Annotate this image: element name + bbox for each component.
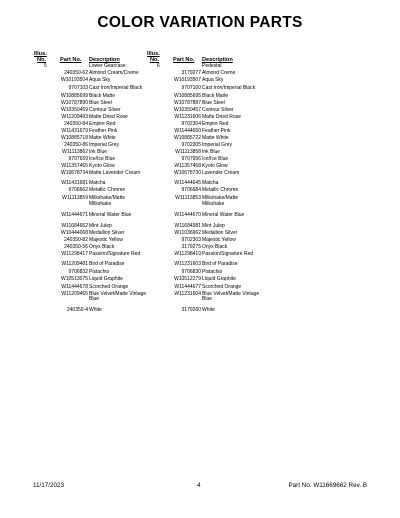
part-no-header: Part No. bbox=[173, 57, 195, 63]
part-description: Mineral Water Blue bbox=[202, 211, 245, 218]
part-number: W11113853 bbox=[175, 195, 201, 202]
part-number: 240350-4 bbox=[66, 306, 88, 313]
part-number: W11431679 bbox=[61, 128, 88, 135]
parts-row bbox=[147, 171, 267, 176]
parts-list bbox=[34, 64, 154, 313]
parts-row bbox=[147, 122, 267, 127]
parts-row bbox=[34, 213, 154, 218]
part-number: W11209493 bbox=[61, 114, 88, 121]
parts-row bbox=[147, 292, 267, 303]
part-description: Aqua Sky bbox=[202, 77, 224, 84]
part-description: Mint Julep bbox=[202, 222, 225, 229]
parts-row bbox=[34, 164, 154, 169]
part-description: Metallic Chrome bbox=[202, 187, 239, 194]
part-description: Matte Lavender Cream bbox=[89, 170, 141, 177]
part-number: 240350-56 bbox=[64, 243, 88, 250]
parts-row bbox=[34, 188, 154, 193]
part-description: Liquid Graphite bbox=[89, 276, 123, 283]
part-description: Ink Blue bbox=[202, 149, 221, 156]
part-description: Kyoto Glow bbox=[202, 163, 228, 170]
part-description: Passion/Signature Red bbox=[202, 250, 254, 257]
part-description: Blue Steel bbox=[89, 100, 112, 107]
part-description: Ice/Ice Blue bbox=[89, 156, 116, 163]
part-number: 3179275 bbox=[181, 243, 201, 250]
part-description: Black Matte bbox=[202, 93, 229, 100]
parts-row bbox=[147, 270, 267, 275]
parts-row bbox=[147, 252, 267, 257]
part-number: 9707100 bbox=[181, 84, 201, 91]
part-description: Blue Steel bbox=[202, 100, 225, 107]
part-description: Matte White bbox=[89, 135, 116, 142]
parts-row bbox=[147, 188, 267, 193]
parts-row bbox=[147, 308, 267, 313]
parts-row bbox=[147, 224, 267, 229]
parts-row bbox=[147, 150, 267, 155]
part-number: 9702305 bbox=[181, 142, 201, 149]
part-number: W11113862 bbox=[62, 149, 88, 156]
part-number: W11431681 bbox=[61, 179, 88, 186]
part-number: 240350-82 bbox=[64, 236, 88, 243]
parts-row bbox=[34, 231, 154, 236]
part-description: White bbox=[202, 306, 215, 313]
parts-row bbox=[147, 101, 267, 106]
part-description: Imperial Grey bbox=[89, 142, 120, 149]
part-description: Liquid Graphite bbox=[202, 276, 236, 283]
parts-row bbox=[34, 285, 154, 290]
part-description: Blue Velvet/Matte Vintage Blue bbox=[89, 291, 147, 303]
parts-row bbox=[34, 150, 154, 155]
part-description: Pistachio bbox=[89, 268, 110, 275]
parts-row bbox=[147, 262, 267, 267]
part-number: W11298417 bbox=[61, 250, 88, 257]
part-description: Lavender Cream bbox=[202, 170, 240, 177]
parts-row bbox=[34, 171, 154, 176]
part-number: 9706830 bbox=[181, 268, 201, 275]
part-description: Matte Dried Rose bbox=[202, 114, 241, 121]
part-description: White bbox=[89, 306, 102, 313]
parts-row bbox=[147, 196, 267, 207]
part-number: W10444068 bbox=[61, 229, 88, 236]
part-number: 9702304 bbox=[181, 121, 201, 128]
illus-header: Illus. bbox=[147, 51, 160, 57]
part-description: Pistachio bbox=[202, 268, 223, 275]
page-number: 4 bbox=[197, 482, 201, 489]
parts-list bbox=[147, 64, 267, 313]
part-number: W10193504 bbox=[61, 77, 88, 84]
parts-row bbox=[147, 213, 267, 218]
part-description: Pedestal bbox=[202, 63, 222, 69]
part-description: Empire Red bbox=[202, 121, 229, 128]
parts-row bbox=[34, 277, 154, 282]
parts-row bbox=[147, 71, 267, 76]
parts-row bbox=[147, 94, 267, 99]
parts-row bbox=[147, 285, 267, 290]
part-number: W11298419 bbox=[174, 250, 201, 257]
parts-row bbox=[34, 245, 154, 250]
parts-row bbox=[34, 122, 154, 127]
part-description: Medallion Silver bbox=[202, 229, 238, 236]
parts-row bbox=[147, 231, 267, 236]
parts-row bbox=[34, 143, 154, 148]
part-description: Lower Gearcase bbox=[89, 63, 126, 69]
footer-part-number: Part No. W11669662 Rev. B bbox=[288, 482, 367, 489]
part-number: 3179260 bbox=[181, 306, 201, 313]
part-number: W11231603 bbox=[174, 261, 201, 268]
part-number: W10350457 bbox=[174, 107, 201, 114]
part-number: W11444671 bbox=[61, 211, 88, 218]
part-description: Scorched Orange bbox=[89, 283, 129, 290]
part-description: Cast Iron/Imperial Black bbox=[89, 84, 143, 91]
parts-row bbox=[147, 64, 267, 69]
part-description: Mint Julep bbox=[89, 222, 112, 229]
page-title: COLOR VARIATION PARTS bbox=[97, 14, 303, 31]
part-number: W10787890 bbox=[61, 100, 88, 107]
column-header bbox=[147, 47, 267, 64]
parts-row bbox=[147, 181, 267, 186]
parts-row bbox=[34, 101, 154, 106]
parts-row bbox=[34, 157, 154, 162]
part-number: 9707103 bbox=[68, 84, 88, 91]
part-description: Medallion Silver bbox=[89, 229, 125, 236]
part-description: Matte White bbox=[202, 135, 229, 142]
part-number: W11444678 bbox=[61, 283, 88, 290]
illus-number: 6 bbox=[157, 63, 160, 69]
parts-row bbox=[34, 78, 154, 83]
part-number: 9707656 bbox=[181, 156, 201, 163]
parts-row bbox=[34, 224, 154, 229]
parts-row bbox=[34, 115, 154, 120]
parts-row bbox=[34, 129, 154, 134]
illus-no-header: No. bbox=[150, 57, 160, 63]
part-number: W11357465 bbox=[61, 163, 88, 170]
part-number: W10787887 bbox=[174, 100, 201, 107]
part-number: W10885695 bbox=[174, 93, 201, 100]
description-header: Description bbox=[202, 57, 233, 63]
illus-number: 5 bbox=[44, 63, 47, 69]
parts-row bbox=[147, 115, 267, 120]
parts-row bbox=[34, 308, 154, 313]
part-description: Matcha bbox=[202, 179, 219, 186]
part-number: W11444645 bbox=[174, 179, 201, 186]
part-number: 9706662 bbox=[68, 187, 88, 194]
parts-row bbox=[34, 136, 154, 141]
part-number: W11684981 bbox=[174, 222, 201, 229]
part-description: Matte Dried Rose bbox=[89, 114, 128, 121]
part-description: Feather Pink bbox=[202, 128, 231, 135]
part-description: Blue Velvet/Matte Vintage Blue bbox=[202, 291, 260, 303]
parts-row bbox=[34, 270, 154, 275]
part-number: 9706684 bbox=[181, 187, 201, 194]
part-number: W11209481 bbox=[61, 261, 88, 268]
part-number: W11036962 bbox=[174, 229, 201, 236]
parts-row bbox=[147, 245, 267, 250]
parts-row bbox=[34, 94, 154, 99]
part-number: W11231606 bbox=[174, 114, 201, 121]
part-description: Black Matte bbox=[89, 93, 116, 100]
parts-column-right bbox=[147, 47, 267, 315]
part-description: Ice/Ice Blue bbox=[202, 156, 229, 163]
part-number: W11444677 bbox=[174, 283, 201, 290]
parts-row bbox=[34, 196, 154, 207]
part-description: Imperial Grey bbox=[202, 142, 233, 149]
part-description: Majestic Yellow bbox=[89, 236, 123, 243]
part-number: 240350-84 bbox=[64, 121, 88, 128]
part-description: Metallic Chrome bbox=[89, 187, 126, 194]
parts-row bbox=[147, 157, 267, 162]
parts-row bbox=[34, 252, 154, 257]
part-number: 9706832 bbox=[68, 268, 88, 275]
part-description: Contour Silver bbox=[202, 107, 234, 114]
parts-row bbox=[147, 136, 267, 141]
part-number: W10513075 bbox=[61, 276, 88, 283]
part-number: W11231604 bbox=[174, 291, 201, 297]
part-number: W11113858 bbox=[175, 149, 201, 156]
parts-row bbox=[34, 108, 154, 113]
column-header bbox=[34, 47, 154, 64]
part-number: W11357468 bbox=[174, 163, 201, 170]
parts-row bbox=[147, 277, 267, 282]
description-header: Description bbox=[89, 57, 120, 63]
part-description: Onyx Black bbox=[202, 243, 228, 250]
parts-row bbox=[147, 238, 267, 243]
part-description: Milkshake/Matte Milkshake bbox=[202, 195, 239, 207]
part-number: 240350-62 bbox=[64, 69, 88, 76]
part-description: Ink Blue bbox=[89, 149, 108, 156]
parts-row bbox=[147, 108, 267, 113]
parts-row bbox=[147, 86, 267, 91]
parts-row bbox=[147, 129, 267, 134]
part-number: W10678730 bbox=[174, 170, 201, 177]
parts-row bbox=[147, 164, 267, 169]
part-description: Aqua Sky bbox=[89, 77, 111, 84]
illus-header: Illus. bbox=[34, 51, 47, 57]
part-number: W11209465 bbox=[61, 291, 88, 297]
part-description: Cast Iron/Imperial Black bbox=[202, 84, 256, 91]
part-description: Mineral Water Blue bbox=[89, 211, 132, 218]
parts-row bbox=[34, 292, 154, 303]
part-number: 3179277 bbox=[181, 69, 201, 76]
part-description: Empire Red bbox=[89, 121, 116, 128]
illus-no-header: No. bbox=[37, 57, 47, 63]
part-number: W10512279 bbox=[174, 276, 201, 283]
part-description: Almond Creme bbox=[202, 69, 236, 76]
part-description: Passion/Signature Red bbox=[89, 250, 141, 257]
part-description: Majestic Yellow bbox=[202, 236, 236, 243]
parts-row bbox=[34, 86, 154, 91]
part-number: W10885699 bbox=[61, 93, 88, 100]
part-number: 9707659 bbox=[68, 156, 88, 163]
part-number: W11444670 bbox=[174, 211, 201, 218]
parts-row bbox=[34, 64, 154, 69]
part-number: 9702303 bbox=[181, 236, 201, 243]
footer-date: 11/17/2023 bbox=[33, 482, 65, 489]
part-number: W10350459 bbox=[61, 107, 88, 114]
parts-row bbox=[34, 71, 154, 76]
parts-row bbox=[34, 181, 154, 186]
parts-row bbox=[147, 143, 267, 148]
part-number: 240350-86 bbox=[64, 142, 88, 149]
part-number: W11444650 bbox=[174, 128, 201, 135]
part-number: W11113859 bbox=[62, 195, 88, 202]
part-description: Onyx Black bbox=[89, 243, 115, 250]
part-description: Almond Cream/Creme bbox=[89, 69, 139, 76]
part-no-header: Part No. bbox=[60, 57, 82, 63]
part-description: Contour Silver bbox=[89, 107, 121, 114]
part-number: W10885718 bbox=[61, 135, 88, 142]
parts-row bbox=[34, 262, 154, 267]
parts-row bbox=[147, 78, 267, 83]
part-description: Scorched Orange bbox=[202, 283, 242, 290]
part-description: Feather Pink bbox=[89, 128, 118, 135]
parts-row bbox=[34, 238, 154, 243]
part-description: Kyoto Glow bbox=[89, 163, 115, 170]
part-description: Matcha bbox=[89, 179, 106, 186]
part-number: W11684662 bbox=[61, 222, 88, 229]
part-description: Bird of Paradise bbox=[202, 261, 238, 268]
part-number: W10678734 bbox=[61, 170, 88, 177]
part-number: W10193507 bbox=[174, 77, 201, 84]
part-number: W10885722 bbox=[174, 135, 201, 142]
part-description: Bird of Paradise bbox=[89, 261, 125, 268]
parts-column-left bbox=[34, 47, 154, 315]
part-description: Milkshake/Matte Milkshake bbox=[89, 195, 126, 207]
